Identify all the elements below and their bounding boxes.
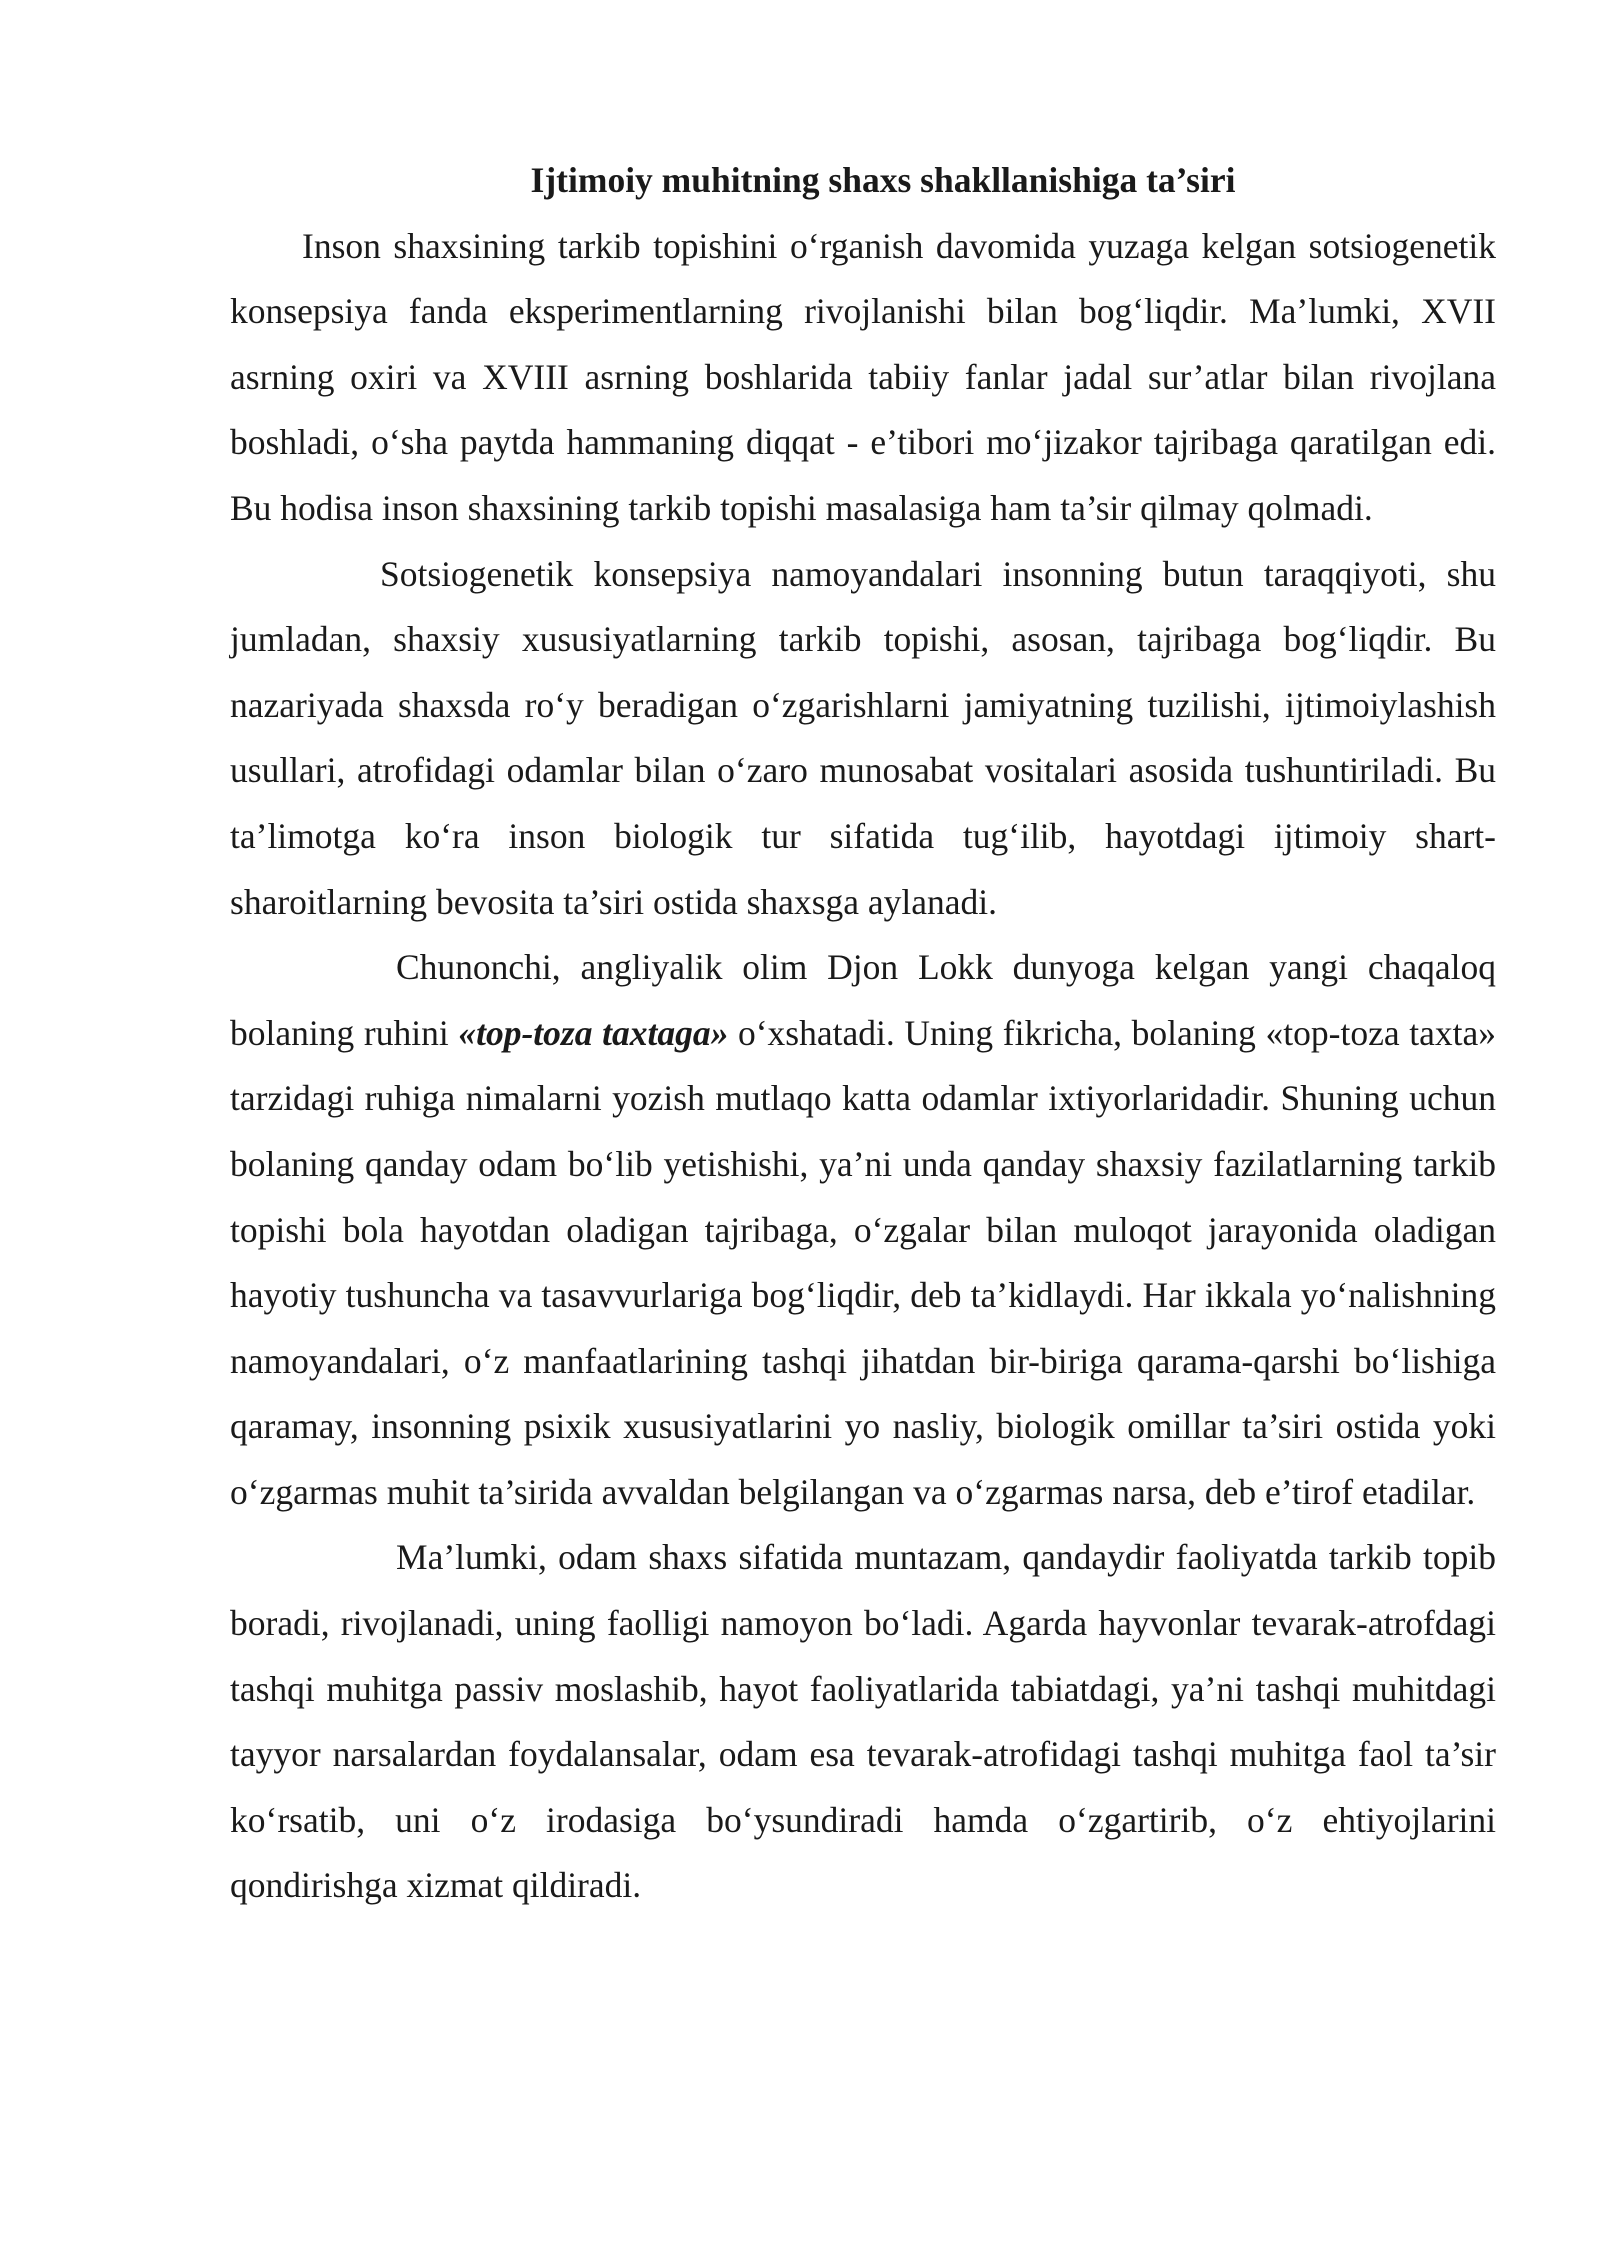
document-title: Ijtimoiy muhitning shaxs shakllanishiga ta’siri	[530, 160, 1236, 200]
paragraph-3-emphasis: «top-toza taxtaga»	[458, 1012, 729, 1053]
paragraph-1: Inson shaxsining tarkib topishini o‘rganish davomida yuzaga kelgan sotsiogenetik konsepsiya fanda eksperimentlarning rivojlanishi bilan bog‘liqdir. Ma’lumki, XVII asrning oxiri va XVIII asrning boshlarida tabiiy fanlar jadal sur’atlar bilan rivojlana boshladi, o‘sha paytda hammaning diqqat - e’tibori mo‘jizakor tajribaga qaratilgan edi. Bu hodisa inson shaxsining tarkib topishi masalasiga ham ta’sir qilmay qolmadi.	[230, 225, 1496, 528]
paragraph-4: Ma’lumki, odam shaxs sifatida muntazam, qandaydir faoliyatda tarkib topib boradi, rivojlanadi, uning faolligi namoyon bo‘ladi. Agarda hayvonlar tevarak-atrofdagi tashqi muhitga passiv moslashib, hayot faoliyatlarida tabiatdagi, ya’ni tashqi muhitdagi tayyor narsalardan foydalansalar, odam esa tevarak-atrofidagi tashqi muhitga faol ta’sir ko‘rsatib, uni o‘z irodasiga bo‘ysundiradi hamda o‘zgartirib, o‘z ehtiyojlarini qondirishga xizmat qildiradi.	[230, 1537, 1496, 1906]
paragraph-3	[230, 935, 1496, 1525]
document-page	[230, 148, 1496, 1919]
paragraph-3-text-start: Chunonchi, angliyalik olim Djon Lokk dunyoga kelgan yangi chaqaloq bolaning ruhini	[230, 947, 1496, 1053]
paragraph-2: Sotsiogenetik konsepsiya namoyandalari insonning butun taraqqiyoti, shu jumladan, shaxsiy xususiyatlarning tarkib topishi, asosan, tajribaga bog‘liqdir. Bu nazariyada shaxsda ro‘y beradigan o‘zgarishlarni jamiyatning tuzilishi, ijtimoiylashish usullari, atrofidagi odamlar bilan o‘zaro munosabat vositalari asosida tushuntiriladi. Bu ta’limotga ko‘ra inson biologik tur sifatida tug‘ilib, hayotdagi ijtimoiy shart-sharoitlarning bevosita ta’siri ostida shaxsga aylanadi.	[230, 553, 1496, 922]
paragraph-3-text-end: o‘xshatadi. Uning fikricha, bolaning «top-toza taxta» tarzidagi ruhiga nimalarni yozish mutlaqo katta odamlar ixtiyorlaridadir. Shuning uchun bolaning qanday odam bo‘lib yetishishi, ya’ni unda qanday shaxsiy fazilatlarning tarkib topishi bola hayotdan oladigan tajribaga, o‘zgalar bilan muloqot jarayonida oladigan hayotiy tushuncha va tasavvurlariga bog‘liqdir, deb ta’kidlaydi. Har ikkala yo‘nalishning namoyandalari, o‘z manfaatlarining tashqi jihatdan bir-biriga qarama-qarshi bo‘lishiga qaramay, insonning psixik xususiyatlarini yo nasliy, biologik omillar ta’siri ostida yoki o‘zgarmas muhit ta’sirida avvaldan belgilangan va o‘zgarmas narsa, deb e’tirof etadilar.	[230, 1012, 1497, 1512]
